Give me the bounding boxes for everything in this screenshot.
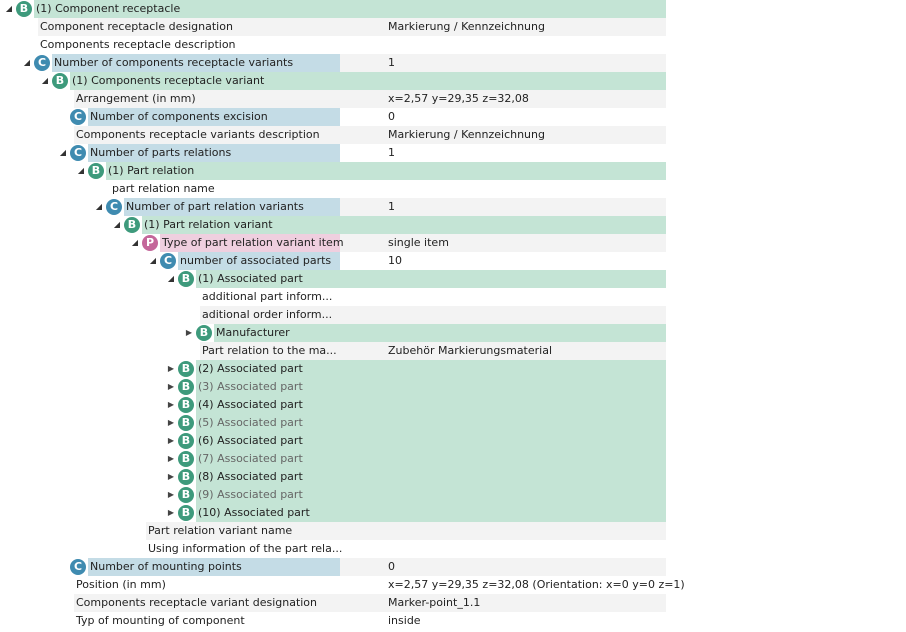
type-b-icon: B <box>178 271 194 287</box>
property-value[interactable]: Zubehör Markierungsmaterial <box>388 344 553 357</box>
expand-caret-icon[interactable]: ▶ <box>167 472 175 481</box>
type-c-icon: C <box>70 109 86 125</box>
property-label: (1) Part relation variant <box>144 218 273 231</box>
tree-row[interactable] <box>0 108 906 126</box>
tree-row[interactable] <box>0 342 906 360</box>
property-label: (3) Associated part <box>198 380 303 393</box>
property-value[interactable]: Markierung / Kennzeichnung <box>388 20 545 33</box>
property-label: Type of part relation variant item <box>162 236 344 249</box>
property-label: Part relation to the ma... <box>202 344 337 357</box>
property-label: Arrangement (in mm) <box>76 92 196 105</box>
type-c-icon: C <box>70 145 86 161</box>
property-label: (10) Associated part <box>198 506 310 519</box>
type-b-icon: B <box>178 379 194 395</box>
tree-row[interactable] <box>0 450 906 468</box>
type-c-icon: C <box>106 199 122 215</box>
property-value[interactable]: 1 <box>388 146 395 159</box>
tree-row[interactable] <box>0 612 906 630</box>
expand-caret-icon[interactable]: ▶ <box>167 418 175 427</box>
property-value[interactable]: 0 <box>388 560 395 573</box>
expand-caret-icon[interactable]: ▶ <box>167 436 175 445</box>
collapse-caret-icon[interactable]: ◢ <box>41 76 49 85</box>
property-label: aditional order inform... <box>202 308 333 321</box>
collapse-caret-icon[interactable]: ◢ <box>167 274 175 283</box>
tree-row[interactable] <box>0 576 906 594</box>
expand-caret-icon[interactable]: ▶ <box>167 454 175 463</box>
property-label: (2) Associated part <box>198 362 303 375</box>
property-label: Number of part relation variants <box>126 200 304 213</box>
expand-caret-icon[interactable]: ▶ <box>167 490 175 499</box>
property-label: Manufacturer <box>216 326 290 339</box>
property-label: (1) Component receptacle <box>36 2 181 15</box>
property-label: Number of parts relations <box>90 146 232 159</box>
tree-row[interactable] <box>0 180 906 198</box>
property-label: number of associated parts <box>180 254 332 267</box>
property-label: Components receptacle variant designation <box>76 596 318 609</box>
tree-row[interactable] <box>0 558 906 576</box>
property-label: (5) Associated part <box>198 416 303 429</box>
tree-row[interactable] <box>0 522 906 540</box>
property-label: (6) Associated part <box>198 434 303 447</box>
collapse-caret-icon[interactable]: ◢ <box>149 256 157 265</box>
expand-caret-icon[interactable]: ▶ <box>167 400 175 409</box>
type-b-icon: B <box>178 469 194 485</box>
tree-row[interactable] <box>0 126 906 144</box>
expand-caret-icon[interactable]: ▶ <box>167 382 175 391</box>
tree-row[interactable] <box>0 396 906 414</box>
property-label: (1) Associated part <box>198 272 303 285</box>
type-b-icon: B <box>196 325 212 341</box>
type-b-icon: B <box>178 361 194 377</box>
property-label: Using information of the part rela... <box>148 542 343 555</box>
property-value[interactable]: single item <box>388 236 449 249</box>
tree-row[interactable] <box>0 54 906 72</box>
collapse-caret-icon[interactable]: ◢ <box>5 4 13 13</box>
type-b-icon: B <box>124 217 140 233</box>
property-label: Number of components receptacle variants <box>54 56 294 69</box>
tree-row[interactable] <box>0 414 906 432</box>
property-label: Part relation variant name <box>148 524 293 537</box>
property-label: (4) Associated part <box>198 398 303 411</box>
collapse-caret-icon[interactable]: ◢ <box>77 166 85 175</box>
property-value[interactable]: 1 <box>388 200 395 213</box>
tree-row[interactable] <box>0 18 906 36</box>
property-label: Typ of mounting of component <box>76 614 245 627</box>
tree-row[interactable] <box>0 198 906 216</box>
property-label: Components receptacle variants description <box>76 128 320 141</box>
property-label: Component receptacle designation <box>40 20 233 33</box>
property-value[interactable]: 0 <box>388 110 395 123</box>
tree-row[interactable] <box>0 0 906 18</box>
tree-row[interactable] <box>0 270 906 288</box>
tree-row[interactable] <box>0 72 906 90</box>
type-p-icon: P <box>142 235 158 251</box>
tree-row[interactable] <box>0 504 906 522</box>
tree-row[interactable] <box>0 360 906 378</box>
type-c-icon: C <box>70 559 86 575</box>
expand-caret-icon[interactable]: ▶ <box>167 508 175 517</box>
property-label: Number of mounting points <box>90 560 242 573</box>
tree-row[interactable] <box>0 252 906 270</box>
type-b-icon: B <box>178 433 194 449</box>
property-value[interactable]: 10 <box>388 254 402 267</box>
collapse-caret-icon[interactable]: ◢ <box>23 58 31 67</box>
type-b-icon: B <box>88 163 104 179</box>
property-label: Number of components excision <box>90 110 268 123</box>
tree-row[interactable] <box>0 234 906 252</box>
property-label: Components receptacle description <box>40 38 236 51</box>
expand-caret-icon[interactable]: ▶ <box>185 328 193 337</box>
tree-row[interactable] <box>0 36 906 54</box>
property-value[interactable]: x=2,57 y=29,35 z=32,08 (Orientation: x=0 y=0 z=1) <box>388 578 685 591</box>
type-b-icon: B <box>178 451 194 467</box>
property-label: (1) Part relation <box>108 164 195 177</box>
property-label: additional part inform... <box>202 290 333 303</box>
type-b-icon: B <box>16 1 32 17</box>
expand-caret-icon[interactable]: ▶ <box>167 364 175 373</box>
property-value[interactable]: inside <box>388 614 421 627</box>
type-b-icon: B <box>178 505 194 521</box>
property-label: (9) Associated part <box>198 488 303 501</box>
tree-row[interactable] <box>0 306 906 324</box>
type-c-icon: C <box>160 253 176 269</box>
tree-row[interactable] <box>0 324 906 342</box>
tree-row[interactable] <box>0 90 906 108</box>
collapse-caret-icon[interactable]: ◢ <box>95 202 103 211</box>
property-label: (1) Components receptacle variant <box>72 74 265 87</box>
type-b-icon: B <box>52 73 68 89</box>
property-label: (8) Associated part <box>198 470 303 483</box>
tree-row[interactable] <box>0 288 906 306</box>
tree-row[interactable] <box>0 594 906 612</box>
property-label: (7) Associated part <box>198 452 303 465</box>
tree-row[interactable] <box>0 216 906 234</box>
tree-row[interactable] <box>0 432 906 450</box>
tree-row[interactable] <box>0 144 906 162</box>
collapse-caret-icon[interactable]: ◢ <box>59 148 67 157</box>
type-b-icon: B <box>178 397 194 413</box>
property-value[interactable]: x=2,57 y=29,35 z=32,08 <box>388 92 529 105</box>
tree-row[interactable] <box>0 378 906 396</box>
tree-row[interactable] <box>0 540 906 558</box>
collapse-caret-icon[interactable]: ◢ <box>113 220 121 229</box>
type-c-icon: C <box>34 55 50 71</box>
property-label: Position (in mm) <box>76 578 166 591</box>
property-label: part relation name <box>112 182 215 195</box>
type-b-icon: B <box>178 487 194 503</box>
property-value[interactable]: Markierung / Kennzeichnung <box>388 128 545 141</box>
property-value[interactable]: Marker-point_1.1 <box>388 596 481 609</box>
property-value[interactable]: 1 <box>388 56 395 69</box>
tree-row[interactable] <box>0 162 906 180</box>
tree-row[interactable] <box>0 486 906 504</box>
type-b-icon: B <box>178 415 194 431</box>
tree-row[interactable] <box>0 468 906 486</box>
collapse-caret-icon[interactable]: ◢ <box>131 238 139 247</box>
